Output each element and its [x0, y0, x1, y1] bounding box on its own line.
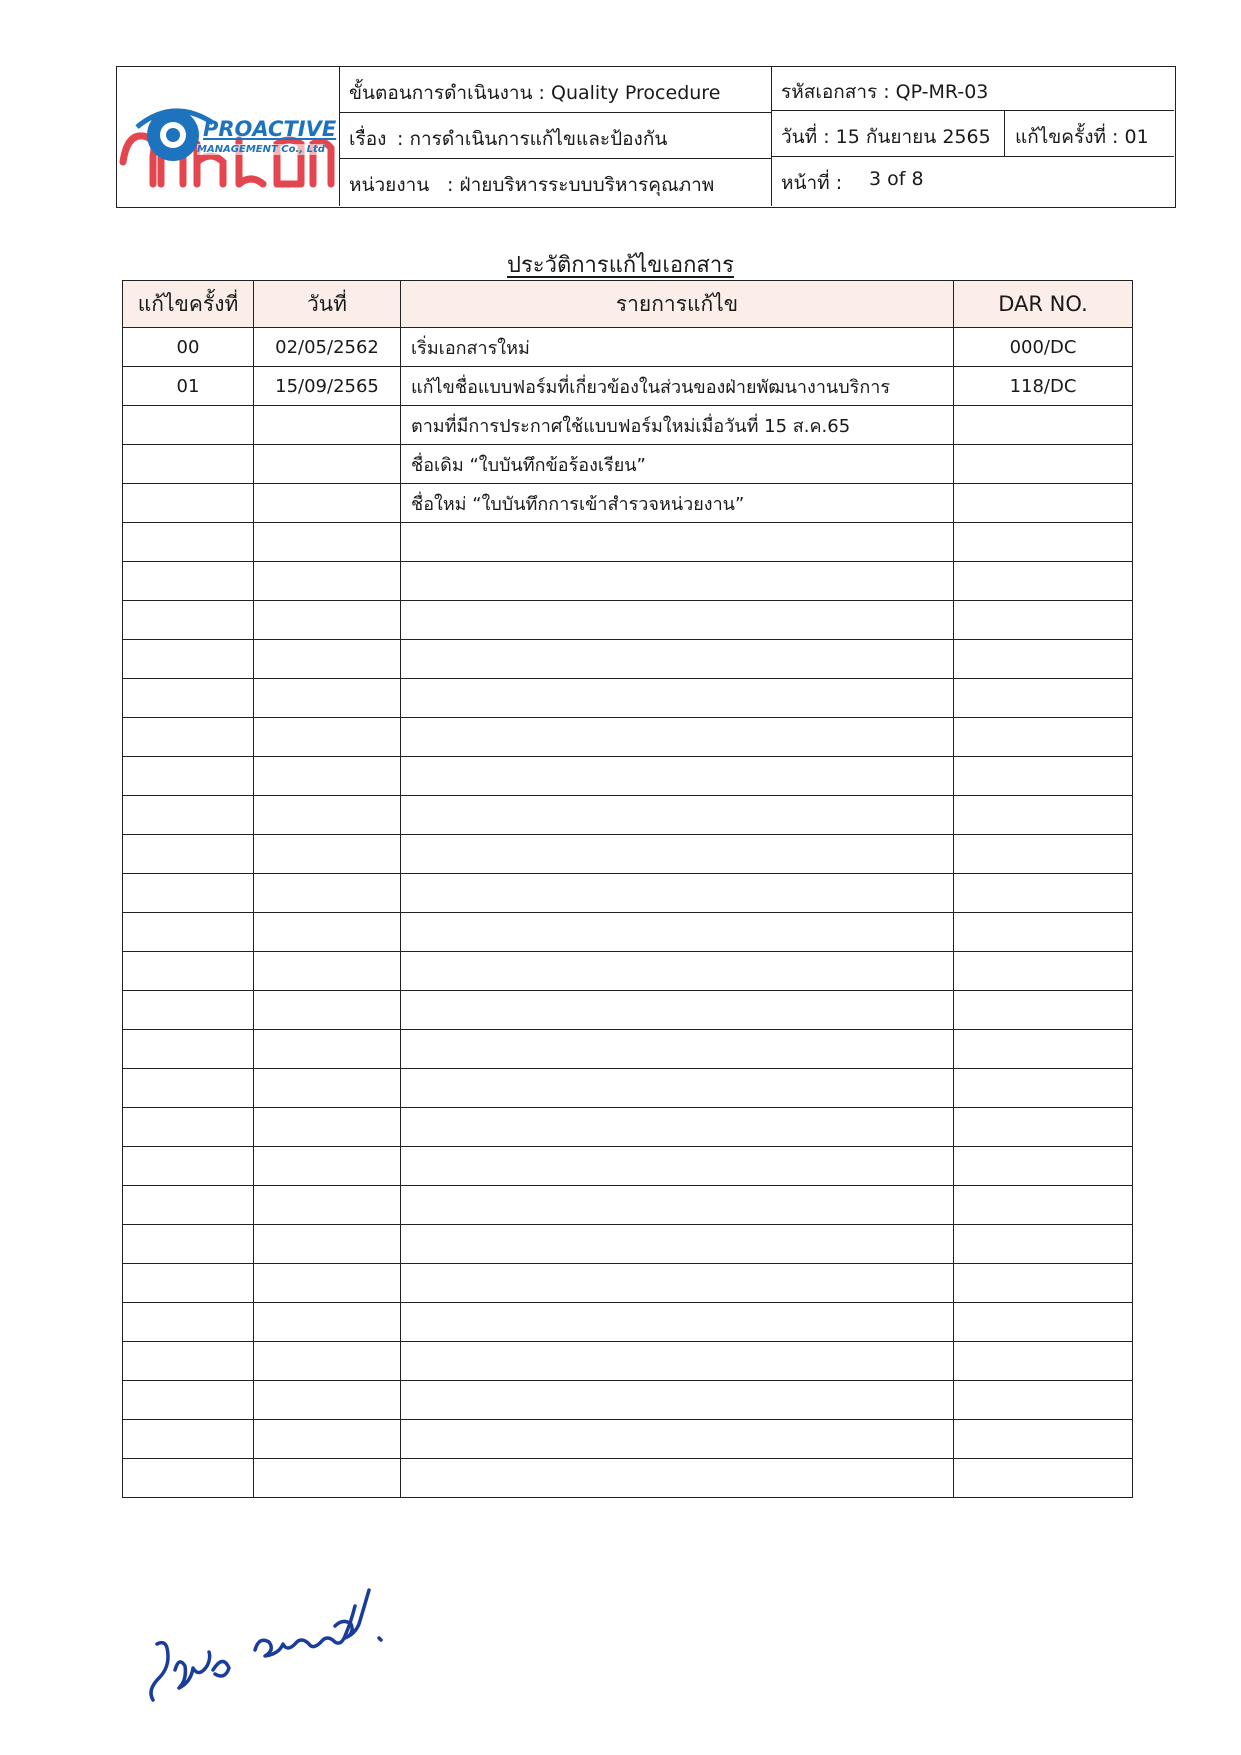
unit-label: หน่วยงาน [349, 174, 430, 196]
table-row [123, 1342, 1133, 1381]
cell-dar-no [954, 835, 1133, 874]
cell-description [401, 1186, 954, 1225]
cell-dar-no [954, 1420, 1133, 1459]
cell-dar-no [954, 1381, 1133, 1420]
revision-history-title: ประวัติการแก้ไขเอกสาร [507, 253, 734, 278]
cell-description [401, 679, 954, 718]
cell-date [254, 1381, 401, 1420]
cell-revision [123, 679, 254, 718]
cell-revision [123, 445, 254, 484]
cell-dar-no [954, 640, 1133, 679]
cell-date [254, 1030, 401, 1069]
cell-description [401, 1303, 954, 1342]
table-row [123, 601, 1133, 640]
cell-dar-no [954, 1264, 1133, 1303]
cell-date [254, 406, 401, 445]
cell-description [401, 1420, 954, 1459]
header-dar-no: DAR NO. [954, 281, 1133, 328]
cell-revision [123, 1069, 254, 1108]
cell-description [401, 835, 954, 874]
cell-date [254, 835, 401, 874]
table-row [123, 991, 1133, 1030]
cell-dar-no [954, 1108, 1133, 1147]
cell-description: เริ่มเอกสารใหม่ [401, 328, 954, 367]
cell-revision [123, 718, 254, 757]
revision-number: แก้ไขครั้งที่ : 01 [1015, 126, 1149, 148]
header-date: วันที่ [254, 281, 401, 328]
cell-dar-no [954, 757, 1133, 796]
cell-description [401, 874, 954, 913]
table-row [123, 1459, 1133, 1498]
procedure-text: ขั้นตอนการดำเนินงาน : Quality Procedure [349, 82, 721, 104]
cell-dar-no [954, 1303, 1133, 1342]
cell-description [401, 913, 954, 952]
logo-subtitle: MANAGEMENT Co., Ltd [197, 144, 325, 155]
cell-dar-no: 118/DC [954, 367, 1133, 406]
cell-dar-no [954, 913, 1133, 952]
cell-dar-no [954, 952, 1133, 991]
table-row [123, 1420, 1133, 1459]
cell-description: ชื่อเดิม “ใบบันทึกข้อร้องเรียน” [401, 445, 954, 484]
table-row [123, 1108, 1133, 1147]
cell-description [401, 1225, 954, 1264]
cell-date: 15/09/2565 [254, 367, 401, 406]
cell-revision [123, 1342, 254, 1381]
table-row [123, 952, 1133, 991]
table-row [123, 874, 1133, 913]
cell-revision [123, 1147, 254, 1186]
table-row [123, 445, 1133, 484]
table-row [123, 1264, 1133, 1303]
cell-revision [123, 1381, 254, 1420]
cell-description [401, 1264, 954, 1303]
cell-description [401, 1108, 954, 1147]
table-row [123, 835, 1133, 874]
cell-dar-no [954, 562, 1133, 601]
cell-dar-no [954, 796, 1133, 835]
cell-date: 02/05/2562 [254, 328, 401, 367]
cell-description [401, 991, 954, 1030]
cell-dar-no: 000/DC [954, 328, 1133, 367]
table-row [123, 406, 1133, 445]
cell-dar-no [954, 1147, 1133, 1186]
cell-date [254, 1147, 401, 1186]
cell-date [254, 1186, 401, 1225]
cell-date [254, 1342, 401, 1381]
cell-date [254, 1264, 401, 1303]
cell-date [254, 1069, 401, 1108]
cell-revision [123, 991, 254, 1030]
cell-description [401, 757, 954, 796]
doc-code-row [771, 67, 1174, 111]
cell-revision [123, 1030, 254, 1069]
cell-dar-no [954, 484, 1133, 523]
header-description: รายการแก้ไข [401, 281, 954, 328]
cell-description [401, 796, 954, 835]
cell-date [254, 1303, 401, 1342]
cell-description [401, 1030, 954, 1069]
table-row [123, 328, 1133, 367]
table-row [123, 757, 1133, 796]
cell-description: แก้ไขชื่อแบบฟอร์มที่เกี่ยวข้องในส่วนของฝ่ายพัฒนางานบริการ [401, 367, 954, 406]
document-header [116, 66, 1176, 208]
table-body [123, 328, 1133, 1498]
table-row [123, 1381, 1133, 1420]
subject-label: เรื่อง [349, 128, 387, 150]
cell-date [254, 445, 401, 484]
cell-description [401, 1069, 954, 1108]
cell-revision: 00 [123, 328, 254, 367]
cell-dar-no [954, 406, 1133, 445]
table-row [123, 679, 1133, 718]
header-revision: แก้ไขครั้งที่ [123, 281, 254, 328]
logo-name: PROACTIVE [203, 117, 337, 141]
cell-dar-no [954, 718, 1133, 757]
unit-value: : ฝ่ายบริหารระบบบริหารคุณภาพ [447, 174, 715, 196]
cell-revision [123, 562, 254, 601]
cell-description [401, 640, 954, 679]
cell-revision [123, 1459, 254, 1498]
cell-dar-no [954, 445, 1133, 484]
subject-value: : การดำเนินการแก้ไขและป้องกัน [397, 128, 668, 150]
cell-dar-no [954, 991, 1133, 1030]
subject-row [339, 113, 771, 159]
cell-description [401, 601, 954, 640]
cell-revision [123, 835, 254, 874]
cell-revision [123, 1186, 254, 1225]
cell-date [254, 757, 401, 796]
cell-revision [123, 874, 254, 913]
cell-revision [123, 1225, 254, 1264]
cell-date [254, 874, 401, 913]
cell-revision [123, 952, 254, 991]
cell-date [254, 523, 401, 562]
doc-code: รหัสเอกสาร : QP-MR-03 [781, 81, 989, 103]
cell-date [254, 952, 401, 991]
cell-dar-no [954, 874, 1133, 913]
cell-dar-no [954, 1186, 1133, 1225]
table-row [123, 796, 1133, 835]
cell-description: ชื่อใหม่ “ใบบันทึกการเข้าสำรวจหน่วยงาน” [401, 484, 954, 523]
cell-description: ตามที่มีการประกาศใช้แบบฟอร์มใหม่เมื่อวันที่ 15 ส.ค.65 [401, 406, 954, 445]
cell-revision [123, 523, 254, 562]
table-header-row [123, 281, 1133, 328]
date-row [771, 111, 1174, 157]
cell-revision [123, 640, 254, 679]
page-label: หน้าที่ : [781, 172, 843, 194]
cell-revision [123, 796, 254, 835]
table-row [123, 1030, 1133, 1069]
cell-date [254, 1108, 401, 1147]
page-number: 3 of 8 [869, 168, 924, 190]
table-row [123, 1303, 1133, 1342]
cell-dar-no [954, 601, 1133, 640]
cell-description [401, 1342, 954, 1381]
issue-date: วันที่ : 15 กันยายน 2565 [781, 126, 991, 148]
logo-cell [117, 67, 340, 206]
handwritten-signature [145, 1530, 445, 1710]
cell-date [254, 484, 401, 523]
cell-revision [123, 913, 254, 952]
revision-history-table [122, 280, 1133, 1498]
cell-date [254, 1459, 401, 1498]
cell-dar-no [954, 1459, 1133, 1498]
table-row [123, 562, 1133, 601]
table-row [123, 367, 1133, 406]
cell-revision [123, 601, 254, 640]
cell-dar-no [954, 523, 1133, 562]
date-divider [1004, 111, 1005, 157]
procedure-row [339, 67, 771, 113]
table-row [123, 1225, 1133, 1264]
cell-description [401, 1459, 954, 1498]
cell-date [254, 991, 401, 1030]
cell-description [401, 952, 954, 991]
cell-date [254, 796, 401, 835]
cell-description [401, 1381, 954, 1420]
cell-description [401, 562, 954, 601]
cell-date [254, 913, 401, 952]
cell-revision [123, 1108, 254, 1147]
table-row [123, 1147, 1133, 1186]
cell-dar-no [954, 1342, 1133, 1381]
cell-date [254, 601, 401, 640]
cell-revision [123, 1303, 254, 1342]
cell-description [401, 718, 954, 757]
table-row [123, 718, 1133, 757]
table-row [123, 913, 1133, 952]
cell-revision [123, 1420, 254, 1459]
table-row [123, 484, 1133, 523]
table-row [123, 1186, 1133, 1225]
cell-date [254, 679, 401, 718]
table-row [123, 523, 1133, 562]
cell-dar-no [954, 679, 1133, 718]
cell-revision [123, 757, 254, 796]
cell-dar-no [954, 1225, 1133, 1264]
cell-revision [123, 1264, 254, 1303]
cell-date [254, 1225, 401, 1264]
cell-revision [123, 406, 254, 445]
cell-dar-no [954, 1030, 1133, 1069]
cell-date [254, 562, 401, 601]
cell-description [401, 1147, 954, 1186]
table-row [123, 640, 1133, 679]
cell-dar-no [954, 1069, 1133, 1108]
cell-date [254, 1420, 401, 1459]
cell-revision: 01 [123, 367, 254, 406]
cell-description [401, 523, 954, 562]
cell-date [254, 640, 401, 679]
cell-date [254, 718, 401, 757]
cell-revision [123, 484, 254, 523]
table-row [123, 1069, 1133, 1108]
